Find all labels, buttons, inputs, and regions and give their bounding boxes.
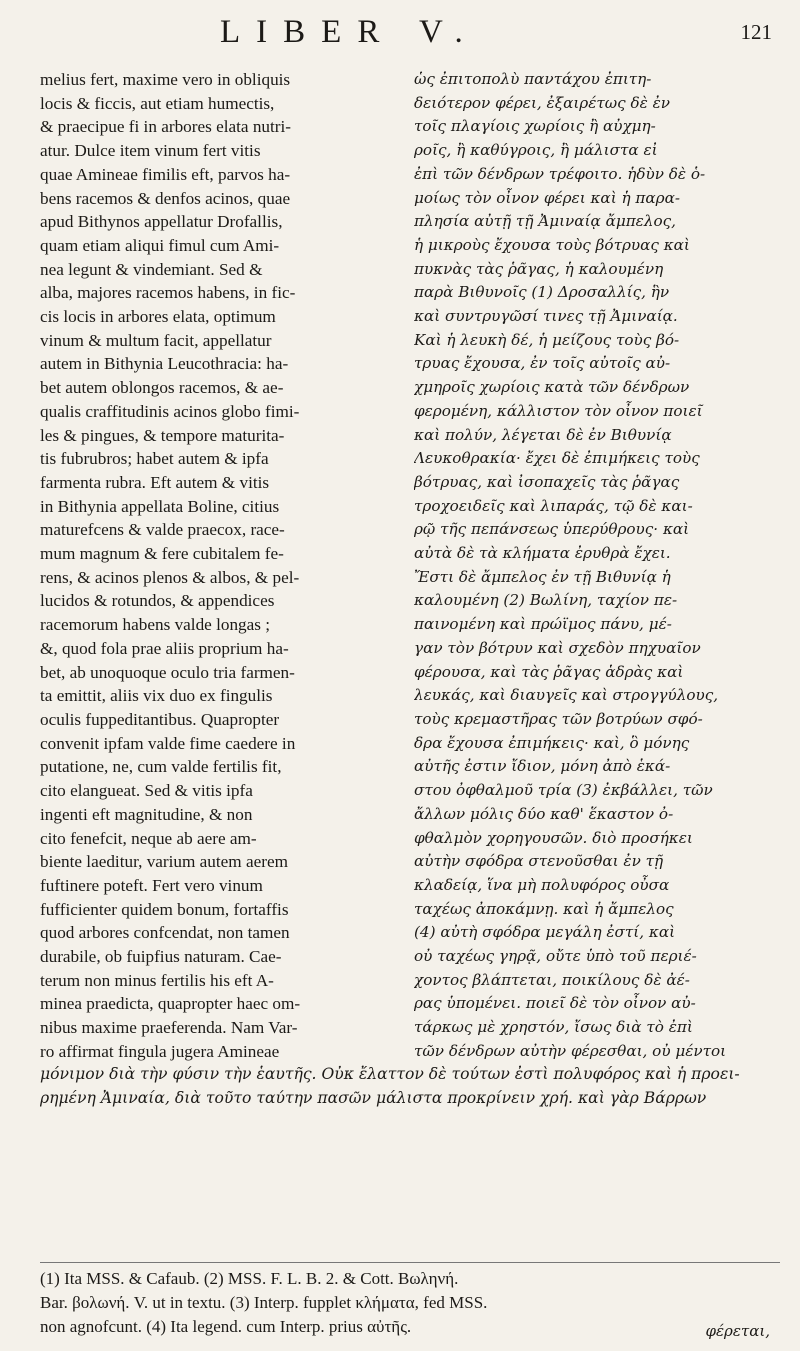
greek-line: πυκνὰς τὰς ῥᾶγας, ἡ καλουμένη	[414, 259, 664, 278]
greek-line: κλαδείᾳ, ἵνα μὴ πολυφόρος οὖσα	[414, 875, 670, 894]
latin-line: minea praedicta, quapropter haec om-	[40, 994, 301, 1014]
greek-line: φθαλμὸν χορηγουσῶν. διὸ προσήκει	[414, 828, 693, 847]
latin-line: ta emittit, aliis vix duo ex fingulis	[40, 686, 273, 706]
greek-line: Ἔστι δὲ ἄμπελος ἐν τῇ Βιθυνίᾳ ἡ	[414, 567, 671, 586]
latin-line: bet, ab unoquoque oculo tria farmen-	[40, 662, 295, 682]
greek-line: οὐ ταχέως γηρᾷ, οὔτε ὑπὸ τοῦ περιέ-	[414, 947, 697, 966]
latin-line: rens, & acinos plenos & albos, & pel-	[40, 567, 300, 587]
greek-line: γαν τὸν βότρυν καὶ σχεδὸν πηχυαῖον	[414, 638, 701, 657]
latin-line: farmenta rubra. Eft autem & vitis	[40, 472, 270, 492]
greek-line: τάρκως μὲ χρηστόν, ἴσως διὰ τὸ ἐπὶ	[414, 1018, 693, 1037]
greek-line: Καὶ ἡ λευκὴ δέ, ἡ μείζους τοὺς βό-	[414, 330, 680, 349]
greek-line: καὶ πολύν, λέγεται δὲ ἐν Βιθυνίᾳ	[414, 425, 672, 444]
latin-line: bens racemos & denfos acinos, quae	[40, 188, 291, 208]
catchword: φέρεται,	[705, 1322, 770, 1340]
greek-line: μοίως τὸν οἶνον φέρει καὶ ἡ παρα-	[414, 188, 680, 207]
page-number: 121	[740, 20, 772, 44]
footnote-line: (1) Ita MSS. & Cafaub. (2) MSS. F. L. B. 2. & Cott. Βωληνή.	[40, 1269, 459, 1288]
greek-line: αὐτῆς ἐστιν ἴδιον, μόνη ἀπὸ ἑκά-	[414, 757, 671, 776]
latin-line: autem in Bithynia Leucothracia: ha-	[40, 354, 289, 374]
greek-line: τῶν δένδρων αὐτὴν φέρεσθαι, οὐ μέντοι	[414, 1041, 727, 1060]
greek-line: παινομένη καὶ πρώϊμος πάνυ, μέ-	[414, 615, 672, 634]
greek-line: χμηροῖς χωρίοις κατὰ τῶν δένδρων	[414, 378, 690, 397]
greek-line: δειότερον φέρει, ἐξαιρέτως δὲ ἐν	[414, 93, 670, 112]
greek-line: χοντος βλάπτεται, ποικίλους δὲ ἀέ-	[414, 970, 690, 989]
greek-line: στου ὀφθαλμοῦ τρία (3) ἐκβάλλει, τῶν	[414, 781, 713, 800]
latin-line: putatione, ne, cum valde fertilis fit,	[40, 757, 282, 777]
latin-line: quae Amineae fimilis eft, parvos ha-	[40, 164, 291, 184]
latin-line: bet autem oblongos racemos, & ae-	[40, 378, 284, 398]
greek-line: δρα ἔχουσα ἐπιμήκεις· καὶ, ὃ μόνης	[414, 733, 690, 752]
latin-line: in Bithynia appellata Boline, citius	[40, 496, 280, 516]
greek-line: ταχέως ἀποκάμνῃ. καὶ ἡ ἄμπελος	[414, 899, 674, 918]
greek-line: φερομένη, κάλλιστον τὸν οἶνον ποιεῖ	[414, 401, 703, 420]
latin-line: locis & ficcis, aut etiam humectis,	[40, 93, 275, 113]
latin-line: tis fubrubros; habet autem & ipfa	[40, 449, 269, 469]
greek-line: Λευκοθρακία· ἔχει δὲ ἐπιμήκεις τοὺς	[414, 449, 700, 468]
latin-line: vinum & multum facit, appellatur	[40, 330, 272, 350]
latin-line: biente laeditur, varium autem aerem	[40, 852, 288, 872]
latin-line: cis locis in arbores elata, optimum	[40, 307, 276, 327]
latin-line: les & pingues, & tempore maturita-	[40, 425, 285, 445]
latin-line: convenit ipfam valde fime caedere in	[40, 733, 296, 753]
latin-line: nea legunt & vindemiant. Sed &	[40, 259, 263, 279]
latin-line: & praecipue fi in arbores elata nutri-	[40, 117, 292, 137]
latin-line: maturefcens & valde praecox, race-	[40, 520, 285, 540]
latin-line: ingenti eft magnitudine, & non	[40, 804, 253, 824]
latin-line: apud Bithynos appellatur Drofallis,	[40, 212, 283, 232]
greek-line: ἡ μικροὺς ἔχουσα τοὺς βότρυας καὶ	[414, 235, 690, 254]
page-header	[0, 14, 800, 54]
latin-line: melius fert, maxime vero in obliquis	[40, 70, 291, 89]
latin-line: terum non minus fertilis his eft A-	[40, 970, 274, 990]
latin-line: alba, majores racemos habens, in fic-	[40, 283, 296, 303]
latin-line: nibus maxime praeferenda. Nam Var-	[40, 1018, 298, 1038]
latin-line: fufficienter quidem bonum, fortaffis	[40, 899, 289, 919]
footnote-line: Bar. βολωνή. V. ut in textu. (3) Interp. fupplet κλήματα, fed MSS.	[40, 1293, 488, 1312]
greek-line: τροχοειδεῖς καὶ λιπαράς, τῷ δὲ και-	[414, 496, 693, 515]
latin-line: atur. Dulce item vinum fert vitis	[40, 141, 261, 161]
greek-line: ρημένη Ἀμιναία, διὰ τοῦτο ταύτην πασῶν μάλιστα προκρίνειν χρή. καὶ γὰρ Βάρρων	[40, 1089, 707, 1108]
greek-line: ροῖς, ἢ καθύγροις, ἢ μάλιστα εἰ	[414, 141, 658, 160]
greek-line: καὶ συντρυγῶσί τινες τῇ Ἀμιναίᾳ.	[414, 307, 678, 326]
latin-line: cito fenefcit, neque ab aere am-	[40, 828, 257, 848]
greek-line: βότρυας, καὶ ἰσοπαχεῖς τὰς ῥᾶγας	[414, 472, 680, 491]
latin-line: fuftinere poteft. Fert vero vinum	[40, 875, 263, 895]
greek-line: φέρουσα, καὶ τὰς ῥᾶγας ἁδρὰς καὶ	[414, 662, 684, 681]
greek-line: ρας ὑπομένει. ποιεῖ δὲ τὸν οἶνον αὐ-	[414, 994, 696, 1013]
latin-line: qualis craffitudinis acinos globo fimi-	[40, 401, 300, 421]
greek-line: τοὺς κρεμαστῆρας τῶν βοτρύων σφό-	[414, 709, 703, 728]
greek-line: ἄλλων μόλις δύο καθ' ἕκαστον ὀ-	[414, 804, 674, 823]
greek-line: ὡς ἐπιτοπολὺ παντάχου ἐπιτη-	[414, 70, 652, 88]
greek-line: καλουμένη (2) Βωλίνη, ταχίον πε-	[414, 591, 678, 610]
greek-line: αὐτὰ δὲ τὰ κλήματα ἐρυθρὰ ἔχει.	[414, 544, 671, 563]
running-title: LIBER V.	[220, 14, 479, 50]
greek-line: αὐτὴν σφόδρα στενοῦσθαι ἐν τῇ	[414, 852, 664, 871]
latin-line: mum magnum & fere cubitalem fe-	[40, 544, 284, 564]
greek-line: ρῷ τῆς πεπάνσεως ὑπερύθρους· καὶ	[414, 520, 690, 539]
latin-text-column	[40, 68, 400, 1064]
latin-line: racemorum habens valde longas ;	[40, 615, 271, 635]
latin-line: durabile, ob fuipfius naturam. Cae-	[40, 947, 282, 967]
latin-line: quam etiam aliqui fimul cum Ami-	[40, 235, 280, 255]
greek-line: λευκάς, καὶ διαυγεῖς καὶ στρογγύλους,	[414, 686, 719, 705]
greek-line: τρυας ἔχουσα, ἐν τοῖς αὐτοῖς αὐ-	[414, 354, 671, 373]
latin-line: quod arbores confcendat, non tamen	[40, 923, 290, 943]
greek-line: ἐπὶ τῶν δένδρων τρέφοιτο. ἡδὺν δὲ ὁ-	[414, 164, 706, 183]
footnotes	[40, 1262, 780, 1339]
latin-line: cito elangueat. Sed & vitis ipfa	[40, 781, 253, 801]
greek-line: πλησία αὐτῇ τῇ Ἀμιναίᾳ ἄμπελος,	[414, 212, 676, 231]
footnote-line: non agnofcunt. (4) Ita legend. cum Interp. prius αὐτῆς.	[40, 1317, 412, 1336]
greek-line: τοῖς πλαγίοις χωρίοις ἢ αὐχμη-	[414, 117, 656, 136]
latin-line: ro affirmat fingula jugera Amineae	[40, 1041, 280, 1061]
greek-line: παρὰ Βιθυνοῖς (1) Δροσαλλίς, ἣν	[414, 283, 670, 302]
greek-line: (4) αὐτὴ σφόδρα μεγάλη ἐστί, καὶ	[414, 923, 676, 942]
greek-line: μόνιμον διὰ τὴν φύσιν τὴν ἑαυτῆς. Οὐκ ἔλαττον δὲ τούτων ἐστὶ πολυφόρος καὶ ἡ προει-	[40, 1065, 740, 1084]
latin-line: &, quod fola prae aliis proprium ha-	[40, 638, 289, 658]
latin-line: lucidos & rotundos, & appendices	[40, 591, 275, 611]
latin-line: oculis fuppeditantibus. Quapropter	[40, 709, 280, 729]
